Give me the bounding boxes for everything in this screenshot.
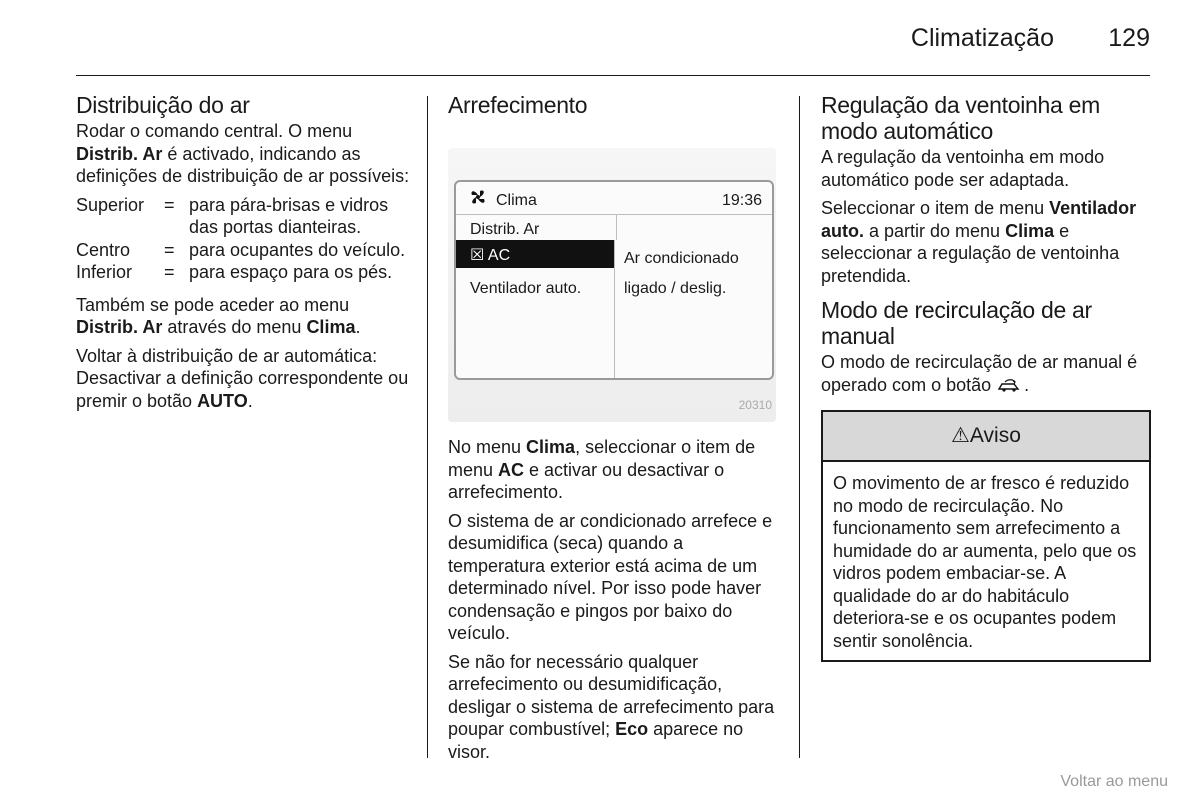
screen-title: Clima: [496, 192, 537, 209]
column-fan-recirculation: [821, 92, 1151, 662]
paragraph: No menu Clima, seleccionar o item de menu AC e activar ou desactivar o arrefecimento.: [448, 437, 756, 502]
definition-list: [76, 194, 411, 284]
section-heading: Regulação da ventoinha em modo automático: [821, 92, 1100, 144]
page-number: 129: [1108, 24, 1150, 52]
screen-info-line: ligado / deslig.: [624, 280, 727, 297]
screen-divider: [614, 240, 615, 378]
screen-header: [456, 182, 772, 215]
definition-row: Centro = para ocupantes do veículo.: [76, 239, 406, 260]
section-heading: Arrefecimento: [448, 92, 588, 118]
column-cooling: [448, 92, 783, 769]
screen-menu-item: Ventilador auto.: [470, 280, 582, 297]
back-to-menu-link[interactable]: Voltar ao menu: [1060, 773, 1168, 790]
column-divider: [799, 96, 800, 758]
screen-info-line: Ar condicionado: [624, 250, 739, 267]
definition-row: Inferior = para espaço para os pés.: [76, 262, 393, 282]
paragraph: Voltar à distribuição de ar automática: Desactivar a definição correspondente ou premir o botão AUTO.: [76, 345, 409, 411]
warning-header: [823, 412, 1149, 462]
paragraph: Rodar o comando central. O menu Distrib. Ar é activado, indicando as definições de distribuição de ar possíveis:: [76, 121, 410, 186]
fan-icon: [468, 187, 488, 213]
section-heading: Distribuição do ar: [76, 92, 250, 118]
screen-tab: Distrib. Ar: [456, 214, 617, 240]
warning-text: O movimento de ar fresco é reduzido no modo de recirculação. No funcionamento sem arrefecimento a humidade do ar aumenta, pelo que os vidros podem embaciar-se. A qualidade do ar do habitáculo deteriora-se e os ocupantes podem sentir sonolência.: [833, 473, 1137, 651]
column-divider: [427, 96, 428, 758]
section-heading: Modo de recirculação de ar manual: [821, 297, 1092, 349]
paragraph: Também se pode aceder ao menu Distrib. Ar através do menu Clima.: [76, 294, 361, 337]
paragraph: O sistema de ar condicionado arrefece e desumidifica (seca) quando a temperatura exterior está acima de um determinado nível. Por isso pode haver condensação e pingos por baixo do veículo.: [448, 510, 773, 643]
paragraph: A regulação da ventoinha em modo automático pode ser adaptada.: [821, 147, 1105, 190]
figure-code: 20310: [738, 397, 772, 412]
display-illustration: [448, 148, 776, 422]
paragraph: O modo de recirculação de ar manual é operado com o botão .: [821, 352, 1138, 395]
screen-selected-item: ☒ AC: [456, 240, 614, 268]
paragraph: Seleccionar o item de menu Ventilador auto. a partir do menu Clima e seleccionar a regulação de ventoinha pretendida.: [821, 198, 1137, 286]
warning-box: [821, 410, 1151, 662]
page-header-title: Climatização: [910, 24, 1054, 52]
paragraph: Se não for necessário qualquer arrefecimento ou desumidificação, desligar o sistema de arrefecimento para poupar combustível; Eco aparece no visor.: [448, 651, 775, 762]
screen-clock: 19:36: [721, 192, 762, 209]
warning-title: Aviso: [969, 424, 1021, 447]
header-divider: [76, 75, 1150, 76]
climate-screen: [454, 180, 774, 380]
recirculation-icon: [996, 375, 1024, 395]
warning-icon: ⚠: [951, 424, 970, 447]
definition-row: Superior = para pára-brisas e vidros das portas dianteiras.: [76, 194, 389, 237]
column-air-distribution: [76, 92, 411, 418]
